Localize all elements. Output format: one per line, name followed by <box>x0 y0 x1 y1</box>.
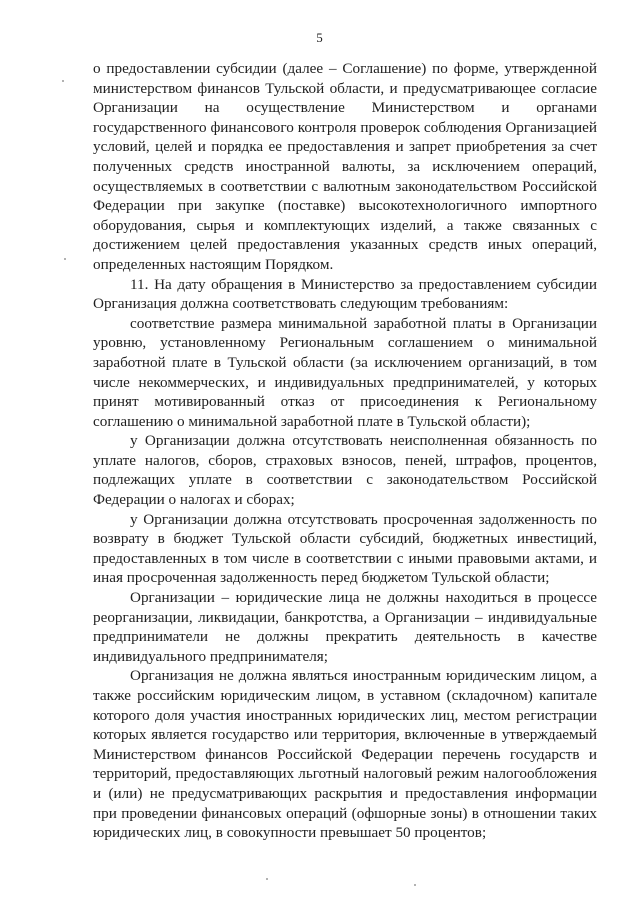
paragraph-requirement-foreign-entity: Организация не должна являться иностранным юридическим лицом, а также российским юридическим лицом, в уставном (складочном) капитале которого доля участия иностранных юридических лиц, местом регистрации которых является государство или территория, включенные в утверждаемый Министерством финансов Российской Федерации перечень государств и территорий, предоставляющих льготный налоговый режим налогообложения и (или) не предусматривающих раскрытия и предоставления информации при проведении финансовых операций (офшорные зоны) в отношении таких юридических лиц, в совокупности превышает 50 процентов; <box>93 667 597 842</box>
paragraph-requirement-tax-debt: у Организации должна отсутствовать неисполненная обязанность по уплате налогов, сборов, страховых взносов, пеней, штрафов, процентов, подлежащих уплате в соответствии с законодательством Российской Федерации о налогах и сборах; <box>93 432 597 509</box>
scan-speck <box>414 884 416 886</box>
paragraph-requirement-min-wage: соответствие размера минимальной заработной платы в Организации уровню, установленному Региональным соглашением о минимальной заработной плате в Тульской области (за исключением организаций, в том числе некоммерческих, и индивидуальных предпринимателей, у которых принят мотивированный отказ от присоединения к Региональному соглашению о минимальной заработной плате в Тульской области); <box>93 314 597 430</box>
scan-speck <box>64 258 66 260</box>
page-number: 5 <box>316 30 323 45</box>
scan-speck <box>62 80 64 82</box>
paragraph-requirement-reorganization: Организации – юридические лица не должны находиться в процессе реорганизации, ликвидации, банкротства, а Организации – индивидуальные предприниматели не должны прекратить деятельность в качестве индивидуального предпринимателя; <box>93 589 597 665</box>
scan-speck <box>266 878 268 880</box>
paragraph-agreement-continuation: о предоставлении субсидии (далее – Соглашение) по форме, утвержденной министерством финансов Тульской области, и предусматривающее согласие Организации на осуществление Министерством и органами государственного финансового контроля проверок соблюдения Организацией условий, целей и порядка ее предоставления и запрет приобретения за счет полученных средств иностранной валюты, за исключением операций, осуществляемых в соответствии с валютным законодательством Российской Федерации при закупке (поставке) высокотехнологичного импортного оборудования, сырья и комплектующих изделий, а также связанных с достижением целей предоставления указанных средств иных операций, определенных настоящим Порядком. <box>93 60 597 273</box>
paragraph-clause-11: 11. На дату обращения в Министерство за предоставлением субсидии Организация должна соответствовать следующим требованиям: <box>93 275 597 313</box>
document-body <box>93 59 597 843</box>
paragraph-requirement-budget-debt: у Организации должна отсутствовать просроченная задолженность по возврату в бюджет Тульской области субсидий, бюджетных инвестиций, предоставленных в том числе в соответствии с иными правовыми актами, и иная просроченная задолженность перед бюджетом Тульской области; <box>93 510 597 587</box>
